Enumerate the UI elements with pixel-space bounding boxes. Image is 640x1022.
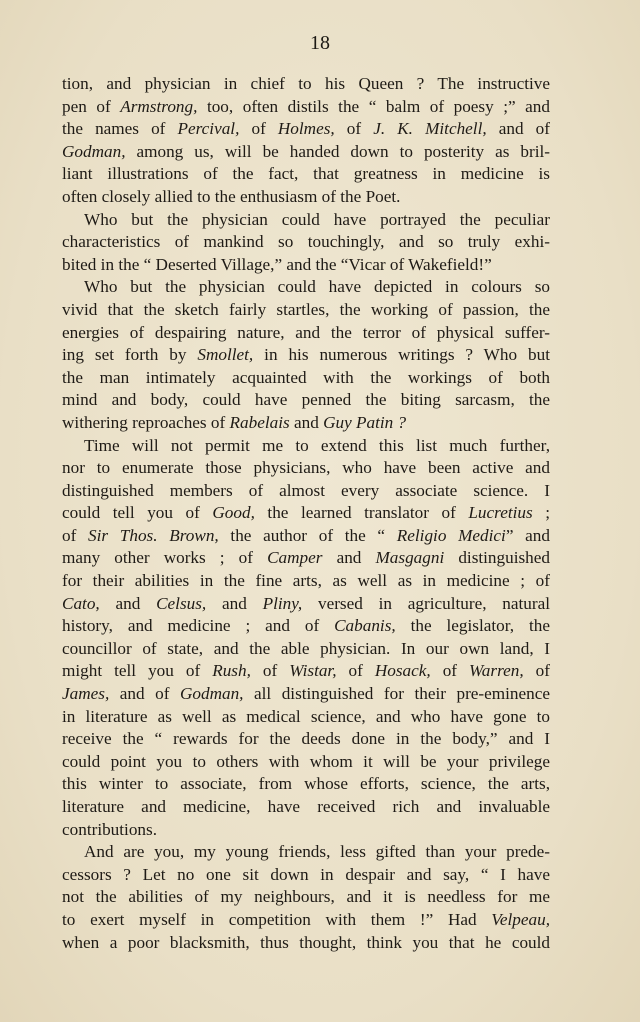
text-run: mind and body, could have penned the biting sarcasm, the: [62, 390, 550, 410]
text-line: [62, 344, 550, 367]
italic-text: Celsus,: [156, 593, 207, 613]
italic-text: Warren,: [469, 661, 524, 681]
italic-text: Velpeau,: [491, 909, 550, 929]
text-run: all distinguished for their pre-eminence: [243, 684, 550, 704]
italic-text: Hosack,: [374, 661, 431, 681]
text-line: [62, 909, 550, 932]
text-line: [62, 570, 550, 593]
italic-text: Sir Thos. Brown,: [88, 525, 219, 545]
text-line: [62, 864, 550, 887]
text-run: pen of: [62, 96, 121, 116]
text-line: [62, 841, 550, 864]
italic-text: Religio Medici: [396, 525, 506, 545]
text-run: this winter to associate, from whose efforts, science, the arts,: [62, 774, 550, 794]
italic-text: Cato,: [62, 593, 100, 613]
text-run: in his numerous writings ? Who but: [253, 345, 550, 365]
text-run: to exert myself in competition with them !” Had: [62, 909, 492, 929]
italic-text: Godman,: [179, 684, 244, 704]
text-run: could point you to others with whom it will be your privilege: [62, 751, 550, 771]
text-run: of: [62, 525, 89, 545]
text-run: of: [336, 661, 375, 681]
text-run: and: [206, 593, 263, 613]
text-run: history, and medicine ; and of: [62, 616, 335, 636]
text-line: [62, 819, 550, 842]
italic-text: Percival,: [177, 119, 240, 139]
text-run: bited in the “ Deserted Village,” and the “Vicar of Wakefield!”: [62, 254, 492, 274]
text-run: ” and: [505, 525, 550, 545]
text-run: characteristics of mankind so touchingly, and so truly exhi-: [62, 232, 550, 252]
text-run: too, often distils the “ balm of poesy ;” and: [197, 96, 550, 116]
text-run: might tell you of: [62, 661, 213, 681]
text-run: liant illustrations of the fact, that greatness in medicine is: [62, 164, 550, 184]
text-run: in literature as well as medical science, and who have gone to: [62, 706, 550, 726]
text-line: [62, 932, 550, 955]
text-run: and of: [486, 119, 550, 139]
text-run: tion, and physician in chief to his Queen ? The instructive: [62, 74, 550, 93]
text-line: [62, 615, 550, 638]
text-run: vivid that the sketch fairly startles, the working of passion, the: [62, 299, 550, 319]
italic-text: Lucretius: [468, 503, 533, 523]
text-line: [62, 73, 550, 96]
italic-text: Guy Patin ?: [323, 412, 407, 432]
text-run: ing set forth by: [62, 345, 198, 365]
text-run: and: [289, 412, 324, 432]
italic-text: Cabanis,: [334, 616, 396, 636]
text-line: [62, 299, 550, 322]
text-line: [62, 367, 550, 390]
text-run: receive the “ rewards for the deeds done in the body,” and I: [62, 729, 550, 749]
italic-text: J. K. Mitchell,: [373, 119, 487, 139]
text-run: often closely allied to the enthusiasm of the Poet.: [62, 186, 401, 206]
text-run: Who but the physician could have portrayed the peculiar: [84, 209, 550, 229]
text-line: [62, 254, 550, 277]
text-line: [62, 796, 550, 819]
text-run: energies of despairing nature, and the terror of physical suffer-: [62, 322, 550, 342]
text-line: [62, 751, 550, 774]
text-run: versed in agriculture, natural: [302, 593, 550, 613]
text-run: And are you, my young friends, less gifted than your prede-: [84, 842, 550, 862]
text-line: [62, 525, 550, 548]
text-line: [62, 141, 550, 164]
text-line: [62, 118, 550, 141]
italic-text: Rush,: [212, 661, 251, 681]
italic-text: Rabelais: [229, 412, 290, 432]
text-line: [62, 660, 550, 683]
text-run: Time will not permit me to extend this list much further,: [84, 435, 550, 455]
text-run: and: [99, 593, 157, 613]
text-line: [62, 435, 550, 458]
text-run: and of: [109, 684, 180, 704]
text-run: when a poor blacksmith, thus thought, think you that he could: [62, 932, 550, 952]
text-line: [62, 683, 550, 706]
italic-text: Smollet,: [197, 345, 254, 365]
text-run: the legislator, the: [395, 616, 550, 636]
text-line: [62, 502, 550, 525]
text-line: [62, 773, 550, 796]
text-line: [62, 638, 550, 661]
italic-text: Holmes,: [277, 119, 335, 139]
text-line: [62, 593, 550, 616]
text-run: distinguished: [444, 548, 550, 568]
text-run: contributions.: [62, 819, 158, 839]
text-line: [62, 480, 550, 503]
text-run: the man intimately acquainted with the workings of both: [62, 367, 550, 387]
text-run: of: [334, 119, 374, 139]
italic-text: Armstrong,: [120, 96, 198, 116]
text-line: [62, 209, 550, 232]
italic-text: Godman,: [62, 141, 126, 161]
text-line: [62, 457, 550, 480]
text-line: [62, 163, 550, 186]
text-run: for their abilities in the fine arts, as well as in medicine ; of: [62, 571, 550, 591]
text-run: of: [239, 119, 278, 139]
text-run: of: [523, 661, 550, 681]
text-run: ;: [532, 503, 550, 523]
italic-text: Masgagni: [375, 548, 445, 568]
text-run: of: [250, 661, 290, 681]
text-line: [62, 547, 550, 570]
text-line: [62, 728, 550, 751]
text-line: [62, 96, 550, 119]
text-line: [62, 412, 550, 435]
italic-text: Good,: [212, 503, 255, 523]
text-run: could tell you of: [62, 503, 213, 523]
italic-text: Camper: [267, 548, 323, 568]
text-line: [62, 231, 550, 254]
text-run: many other works ; of: [62, 548, 268, 568]
body-text: [62, 73, 550, 954]
page-number: 18: [310, 32, 330, 54]
italic-text: Wistar,: [289, 661, 337, 681]
text-run: literature and medicine, have received rich and invaluable: [62, 797, 550, 816]
text-line: [62, 389, 550, 412]
text-line: [62, 706, 550, 729]
text-line: [62, 276, 550, 299]
text-run: the author of the “: [218, 525, 397, 545]
italic-text: James,: [62, 684, 110, 704]
text-run: the learned translator of: [254, 503, 469, 523]
text-run: distinguished members of almost every associate science. I: [62, 480, 550, 500]
text-run: nor to enumerate those physicians, who have been active and: [62, 458, 550, 478]
italic-text: Pliny,: [262, 593, 303, 613]
text-line: [62, 186, 550, 209]
text-run: cessors ? Let no one sit down in despair and say, “ I have: [62, 864, 550, 884]
text-line: [62, 886, 550, 909]
text-run: of: [430, 661, 470, 681]
text-run: among us, will be handed down to posterity as bril-: [125, 141, 550, 161]
text-run: councillor of state, and the able physician. In our own land, I: [62, 638, 550, 658]
text-run: withering reproaches of: [62, 412, 230, 432]
text-run: and: [322, 548, 376, 568]
text-line: [62, 322, 550, 345]
text-run: Who but the physician could have depicted in colours so: [84, 277, 550, 297]
text-run: not the abilities of my neighbours, and it is needless for me: [62, 887, 550, 907]
text-run: the names of: [62, 119, 178, 139]
